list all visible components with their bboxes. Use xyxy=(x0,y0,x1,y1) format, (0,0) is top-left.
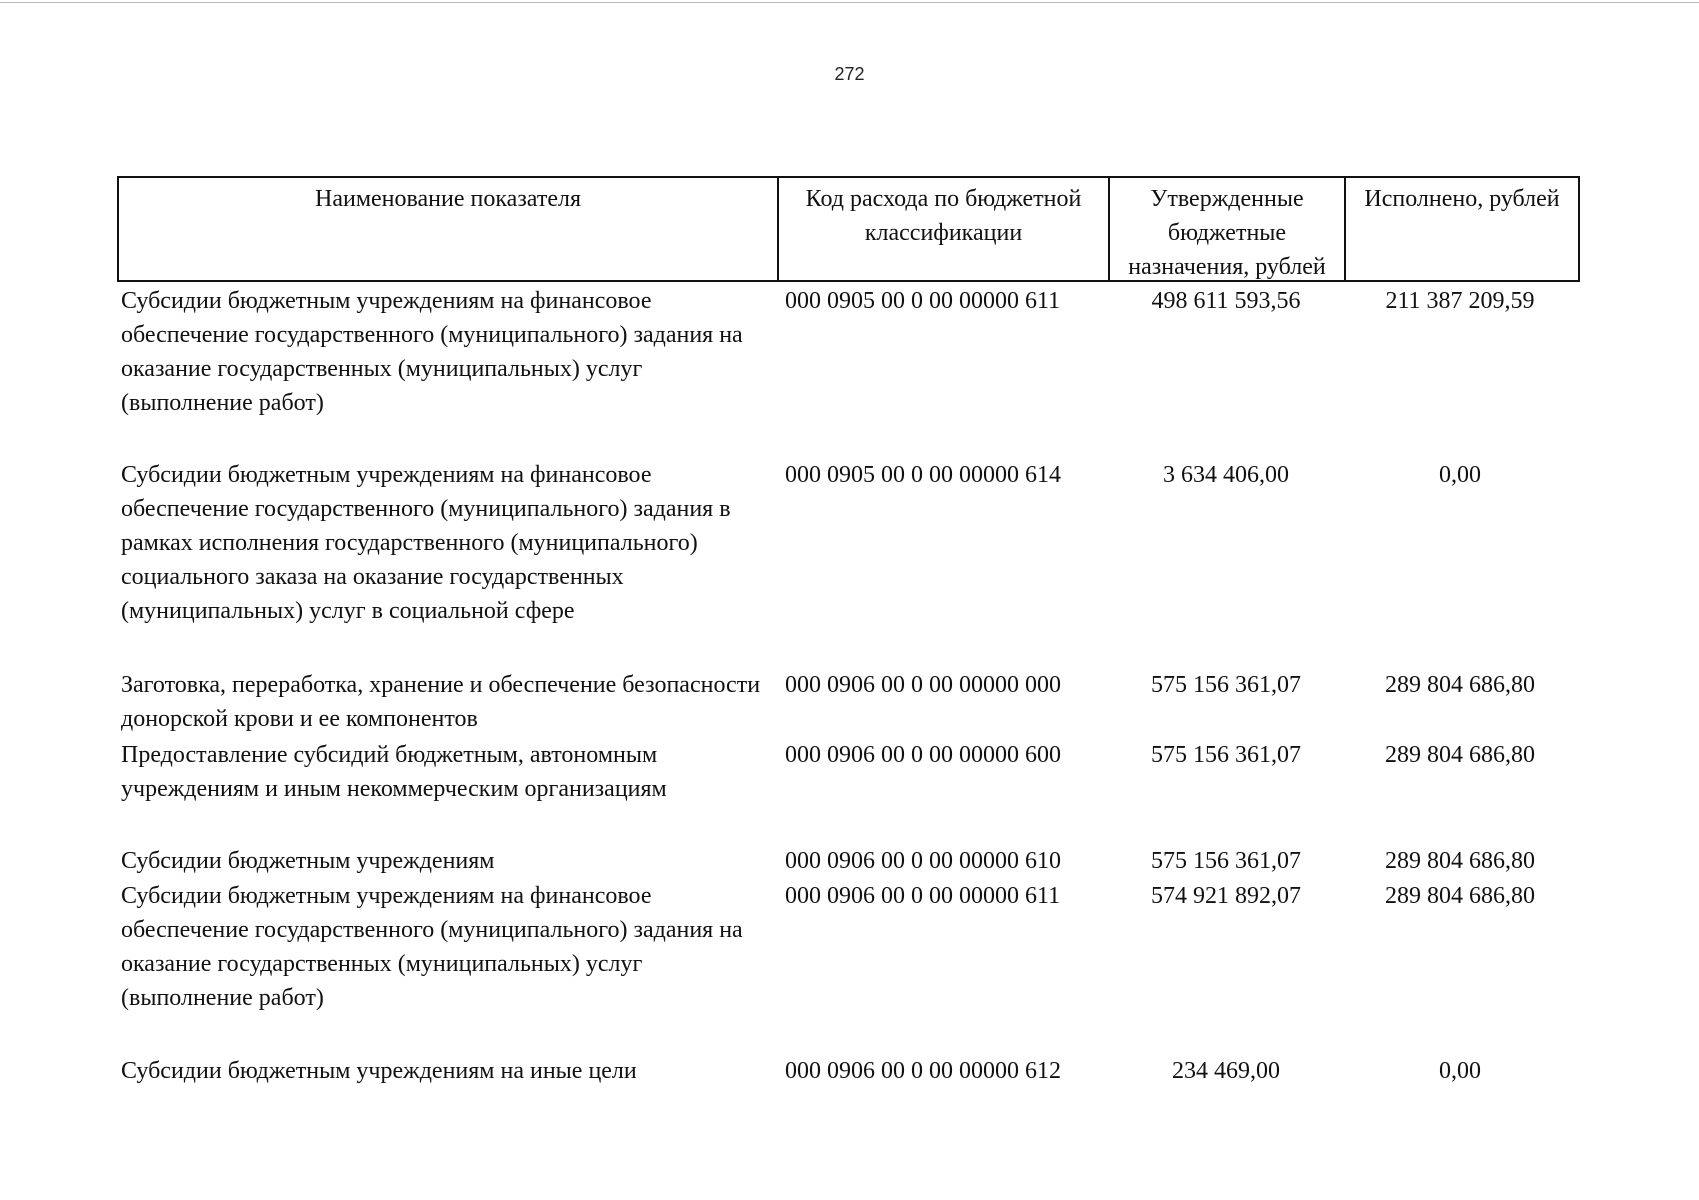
row-executed: 289 804 686,80 xyxy=(1385,672,1535,698)
header-approved: Утвержденные бюджетные назначения, рублей xyxy=(1110,178,1346,280)
row-name: Субсидии бюджетным учреждениям на финансовое обеспечение государственного (муниципального) задания на оказание государственных (муниципальных) услуг (выполнение работ) xyxy=(121,288,743,416)
row-executed: 289 804 686,80 xyxy=(1385,883,1535,909)
row-name: Субсидии бюджетным учреждениям на финансовое обеспечение государственного (муниципального) задания в рамках исполнения государственного (муниципального) социального заказа на оказание государственных (муниципальных) услуг в социальной сфере xyxy=(121,462,731,624)
table-row xyxy=(117,879,1580,1054)
row-approved: 234 469,00 xyxy=(1172,1058,1280,1084)
row-code: 000 0906 00 0 00 00000 610 xyxy=(785,848,1061,874)
table-row xyxy=(117,668,1580,738)
scan-edge-line xyxy=(0,2,1699,3)
row-approved: 3 634 406,00 xyxy=(1163,462,1289,488)
table-header-row xyxy=(117,176,1580,282)
row-executed: 0,00 xyxy=(1439,462,1481,488)
row-name: Заготовка, переработка, хранение и обеспечение безопасности донорской крови и ее компонентов xyxy=(121,672,761,732)
table-row xyxy=(117,282,1580,458)
budget-table xyxy=(117,176,1580,1094)
row-executed: 211 387 209,59 xyxy=(1385,288,1535,314)
table-row xyxy=(117,738,1580,844)
row-executed: 289 804 686,80 xyxy=(1385,742,1535,768)
row-name: Субсидии бюджетным учреждениям xyxy=(121,848,495,874)
row-code: 000 0905 00 0 00 00000 611 xyxy=(785,288,1061,314)
table-row xyxy=(117,458,1580,668)
row-code: 000 0906 00 0 00 00000 612 xyxy=(785,1058,1061,1084)
row-name: Субсидии бюджетным учреждениям на финансовое обеспечение государственного (муниципального) задания на оказание государственных (муниципальных) услуг (выполнение работ) xyxy=(121,883,743,1011)
table-row xyxy=(117,1054,1580,1094)
table-row xyxy=(117,844,1580,879)
row-name: Субсидии бюджетным учреждениям на иные цели xyxy=(121,1058,637,1084)
row-code: 000 0906 00 0 00 00000 611 xyxy=(785,883,1061,909)
header-code: Код расхода по бюджетной классификации xyxy=(779,178,1110,280)
row-executed: 289 804 686,80 xyxy=(1385,848,1535,874)
page-number: 272 xyxy=(834,64,865,84)
row-code: 000 0905 00 0 00 00000 614 xyxy=(785,462,1061,488)
header-name: Наименование показателя xyxy=(119,178,779,280)
row-approved: 575 156 361,07 xyxy=(1151,742,1301,768)
row-approved: 575 156 361,07 xyxy=(1151,672,1301,698)
row-name: Предоставление субсидий бюджетным, автономным учреждениям и иным некоммерческим организациям xyxy=(121,742,667,802)
row-code: 000 0906 00 0 00 00000 000 xyxy=(785,672,1061,698)
header-executed: Исполнено, рублей xyxy=(1364,186,1560,212)
row-approved: 498 611 593,56 xyxy=(1151,288,1301,314)
row-approved: 575 156 361,07 xyxy=(1151,848,1301,874)
row-executed: 0,00 xyxy=(1439,1058,1481,1084)
row-code: 000 0906 00 0 00 00000 600 xyxy=(785,742,1061,768)
row-approved: 574 921 892,07 xyxy=(1151,883,1301,909)
